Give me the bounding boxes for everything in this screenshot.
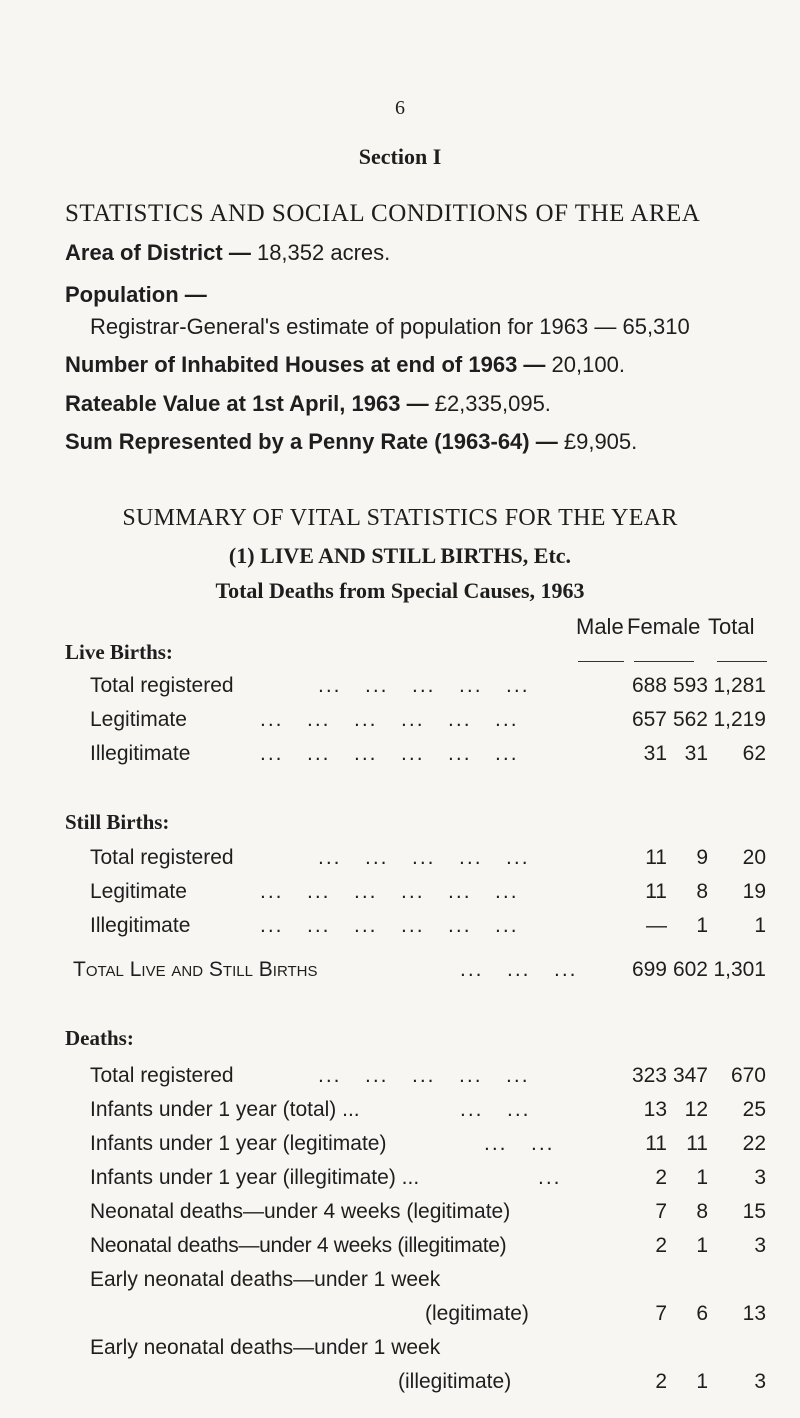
cell-total: 3 xyxy=(754,1234,766,1257)
row-label: Infants under 1 year (total) ... xyxy=(90,1098,360,1121)
subtitle-births: (1) LIVE AND STILL BIRTHS, Etc. xyxy=(228,543,572,568)
leader-dots: ... ... ... xyxy=(460,958,578,981)
group-still-births: Still Births: xyxy=(65,810,170,834)
rateable-label: Rateable Value at 1st April, 1963 — xyxy=(65,391,429,416)
cell-male: 323 xyxy=(631,1064,667,1087)
group-live-births: Live Births: xyxy=(65,640,173,664)
column-header-male: Male xyxy=(576,614,624,639)
area-label: Area of District — xyxy=(65,240,251,265)
cell-female: 1 xyxy=(696,1370,708,1393)
area-line xyxy=(65,240,390,266)
table-row xyxy=(0,880,800,914)
row-label: Total Live and Still Births xyxy=(73,958,318,981)
table-row xyxy=(0,708,800,742)
table-row xyxy=(0,1132,800,1166)
cell-female: 8 xyxy=(696,1200,708,1223)
table-row xyxy=(0,1098,800,1132)
leader-dots: ... ... ... ... ... xyxy=(318,846,530,869)
table-row xyxy=(0,742,800,776)
column-header-female: Female xyxy=(627,614,701,639)
table-row xyxy=(0,1200,800,1234)
cell-male: — xyxy=(646,914,667,937)
cell-female: 347 xyxy=(672,1064,708,1087)
row-label: Illegitimate xyxy=(90,914,191,937)
cell-total: 1,301 xyxy=(713,958,766,981)
row-label: Legitimate xyxy=(90,708,187,731)
group-deaths: Deaths: xyxy=(65,1026,134,1050)
table-row xyxy=(0,674,800,708)
cell-female: 11 xyxy=(686,1132,708,1155)
table-row xyxy=(0,914,800,948)
leader-dots: ... ... ... ... ... ... xyxy=(260,708,519,731)
page-number: 6 xyxy=(395,97,405,119)
table-row xyxy=(0,1234,800,1268)
leader-dots: ... ... ... ... ... ... xyxy=(260,914,519,937)
table-row xyxy=(0,1064,800,1098)
row-label: Total registered xyxy=(90,1064,234,1087)
penny-label: Sum Represented by a Penny Rate (1963-64) — xyxy=(65,429,558,454)
cell-total: 20 xyxy=(742,846,766,869)
leader-dots: ... xyxy=(538,1166,562,1189)
leader-dots: ... ... ... ... ... xyxy=(318,1064,530,1087)
subtitle-deaths: Total Deaths from Special Causes, 1963 xyxy=(215,578,585,603)
cell-total: 1,219 xyxy=(713,708,766,731)
table-row xyxy=(0,1166,800,1200)
cell-total: 1 xyxy=(754,914,766,937)
table-row xyxy=(0,1268,800,1336)
cell-female: 8 xyxy=(696,880,708,903)
table-row-total-live-still xyxy=(0,958,800,992)
cell-total: 62 xyxy=(742,742,766,765)
cell-female: 6 xyxy=(696,1302,708,1325)
row-label: Early neonatal deaths—under 1 week xyxy=(90,1336,441,1359)
leader-dots: ... ... ... ... ... xyxy=(318,674,530,697)
cell-total: 15 xyxy=(742,1200,766,1223)
population-label: Population — xyxy=(65,282,207,307)
table-row xyxy=(0,1336,800,1404)
section-heading: Section I xyxy=(358,144,442,169)
population-line: Registrar-General's estimate of population for 1963 — 65,310 xyxy=(90,314,690,339)
cell-female: 9 xyxy=(696,846,708,869)
row-label: Total registered xyxy=(90,846,234,869)
houses-label: Number of Inhabited Houses at end of 1963 — xyxy=(65,352,546,377)
cell-total: 1,281 xyxy=(713,674,766,697)
cell-total: 19 xyxy=(742,880,766,903)
leader-dots: ... ... ... ... ... ... xyxy=(260,880,519,903)
cell-female: 1 xyxy=(696,1166,708,1189)
area-value: 18,352 acres. xyxy=(256,240,391,265)
cell-male: 13 xyxy=(643,1098,667,1121)
leader-dots: ... ... xyxy=(484,1132,555,1155)
cell-female: 602 xyxy=(672,958,708,981)
cell-total: 3 xyxy=(754,1166,766,1189)
cell-female: 1 xyxy=(696,1234,708,1257)
row-label: Infants under 1 year (legitimate) xyxy=(90,1132,387,1155)
cell-male: 31 xyxy=(643,742,667,765)
cell-total: 3 xyxy=(754,1370,766,1393)
row-label: Early neonatal deaths—under 1 week xyxy=(90,1268,441,1291)
column-rule-total xyxy=(717,661,767,662)
cell-female: 562 xyxy=(672,708,708,731)
row-label: Neonatal deaths—under 4 weeks (legitimate) xyxy=(90,1200,511,1223)
penny-value: £9,905. xyxy=(563,429,638,454)
row-label: Illegitimate xyxy=(90,742,191,765)
page-title: STATISTICS AND SOCIAL CONDITIONS OF THE AREA xyxy=(65,200,701,227)
cell-female: 12 xyxy=(684,1098,708,1121)
rateable-value: £2,335,095. xyxy=(434,391,551,416)
table-row xyxy=(0,846,800,880)
column-rule-female xyxy=(634,661,694,662)
cell-female: 31 xyxy=(684,742,708,765)
cell-total: 25 xyxy=(742,1098,766,1121)
penny-line xyxy=(65,429,637,455)
cell-total: 22 xyxy=(742,1132,766,1155)
row-label: Total registered xyxy=(90,674,234,697)
leader-dots: ... ... ... ... ... ... xyxy=(260,742,519,765)
cell-male: 2 xyxy=(655,1234,667,1257)
cell-male: 688 xyxy=(631,674,667,697)
cell-total: 670 xyxy=(730,1064,766,1087)
houses-value: 20,100. xyxy=(551,352,625,377)
leader-dots: ... ... xyxy=(460,1098,531,1121)
row-label: Legitimate xyxy=(90,880,187,903)
cell-male: 11 xyxy=(645,880,667,903)
cell-male: 657 xyxy=(631,708,667,731)
cell-male: 7 xyxy=(655,1302,667,1325)
row-label: Infants under 1 year (illegitimate) ... xyxy=(90,1166,420,1189)
cell-male: 699 xyxy=(631,958,667,981)
row-label-continuation: (legitimate) xyxy=(425,1302,529,1325)
cell-male: 11 xyxy=(645,1132,667,1155)
column-header-total: Total xyxy=(708,614,755,639)
cell-total: 13 xyxy=(742,1302,766,1325)
column-rule-male xyxy=(578,661,624,662)
houses-line xyxy=(65,352,625,378)
rateable-line xyxy=(65,391,551,417)
cell-male: 11 xyxy=(645,846,667,869)
row-label-continuation: (illegitimate) xyxy=(398,1370,512,1393)
summary-title: SUMMARY OF VITAL STATISTICS FOR THE YEAR xyxy=(122,505,678,531)
cell-male: 2 xyxy=(655,1166,667,1189)
cell-female: 1 xyxy=(696,914,708,937)
cell-male: 2 xyxy=(655,1370,667,1393)
cell-male: 7 xyxy=(655,1200,667,1223)
cell-female: 593 xyxy=(672,674,708,697)
row-label: Neonatal deaths—under 4 weeks (illegitimate) xyxy=(90,1234,507,1257)
